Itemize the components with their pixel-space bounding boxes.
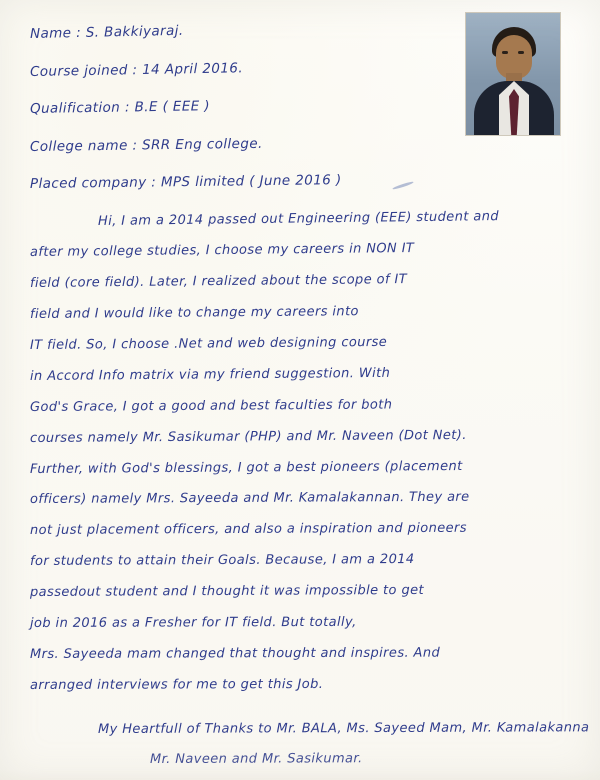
closing-line-1: My Heartfull of Thanks to Mr. BALA, Ms. Sayeed Mam, Mr. Kamalakanna (97, 720, 590, 737)
body-line-9: Further, with God's blessings, I got a best pioneers (placement (29, 458, 463, 477)
field-name: Name : S. Bakkiyaraj. (29, 22, 184, 42)
field-qualification: Qualification : B.E ( EEE ) (29, 98, 211, 117)
body-line-3: field (core field). Later, I realized about the scope of IT (29, 272, 408, 291)
closing-line-2: Mr. Naveen and Mr. Sasikumar. (149, 751, 363, 767)
body-line-2: after my college studies, I choose my careers in NON IT (29, 240, 415, 260)
body-line-16: arranged interviews for me to get this Job. (29, 676, 324, 693)
field-placed-company: Placed company : MPS limited ( June 2016 ) (29, 172, 342, 192)
field-college-name: College name : SRR Eng college. (29, 135, 263, 155)
photo-eye-left (502, 51, 508, 54)
body-line-13: passedout student and I thought it was impossible to get (29, 582, 425, 600)
body-line-7: God's Grace, I got a good and best faculties for both (29, 397, 393, 415)
body-line-12: for students to attain their Goals. Because, I am a 2014 (29, 551, 415, 569)
body-line-10: officers) namely Mrs. Sayeeda and Mr. Kamalakannan. They are (29, 489, 470, 507)
body-line-15: Mrs. Sayeeda mam changed that thought and inspires. And (29, 645, 441, 662)
ink-smudge (392, 181, 414, 191)
passport-photo (465, 12, 561, 136)
body-line-14: job in 2016 as a Fresher for IT field. But totally, (29, 614, 357, 631)
photo-eye-right (518, 51, 524, 54)
body-line-5: IT field. So, I choose .Net and web designing course (29, 334, 388, 353)
page-bottom-fade (0, 770, 600, 780)
body-line-1: Hi, I am a 2014 passed out Engineering (EEE) student and (97, 209, 500, 229)
body-line-4: field and I would like to change my careers into (29, 304, 359, 322)
body-line-8: courses namely Mr. Sasikumar (PHP) and Mr. Naveen (Dot Net). (29, 427, 467, 446)
body-line-6: in Accord Info matrix via my friend suggestion. With (29, 365, 391, 384)
body-line-11: not just placement officers, and also a inspiration and pioneers (29, 520, 467, 538)
field-course-joined: Course joined : 14 April 2016. (29, 60, 244, 80)
